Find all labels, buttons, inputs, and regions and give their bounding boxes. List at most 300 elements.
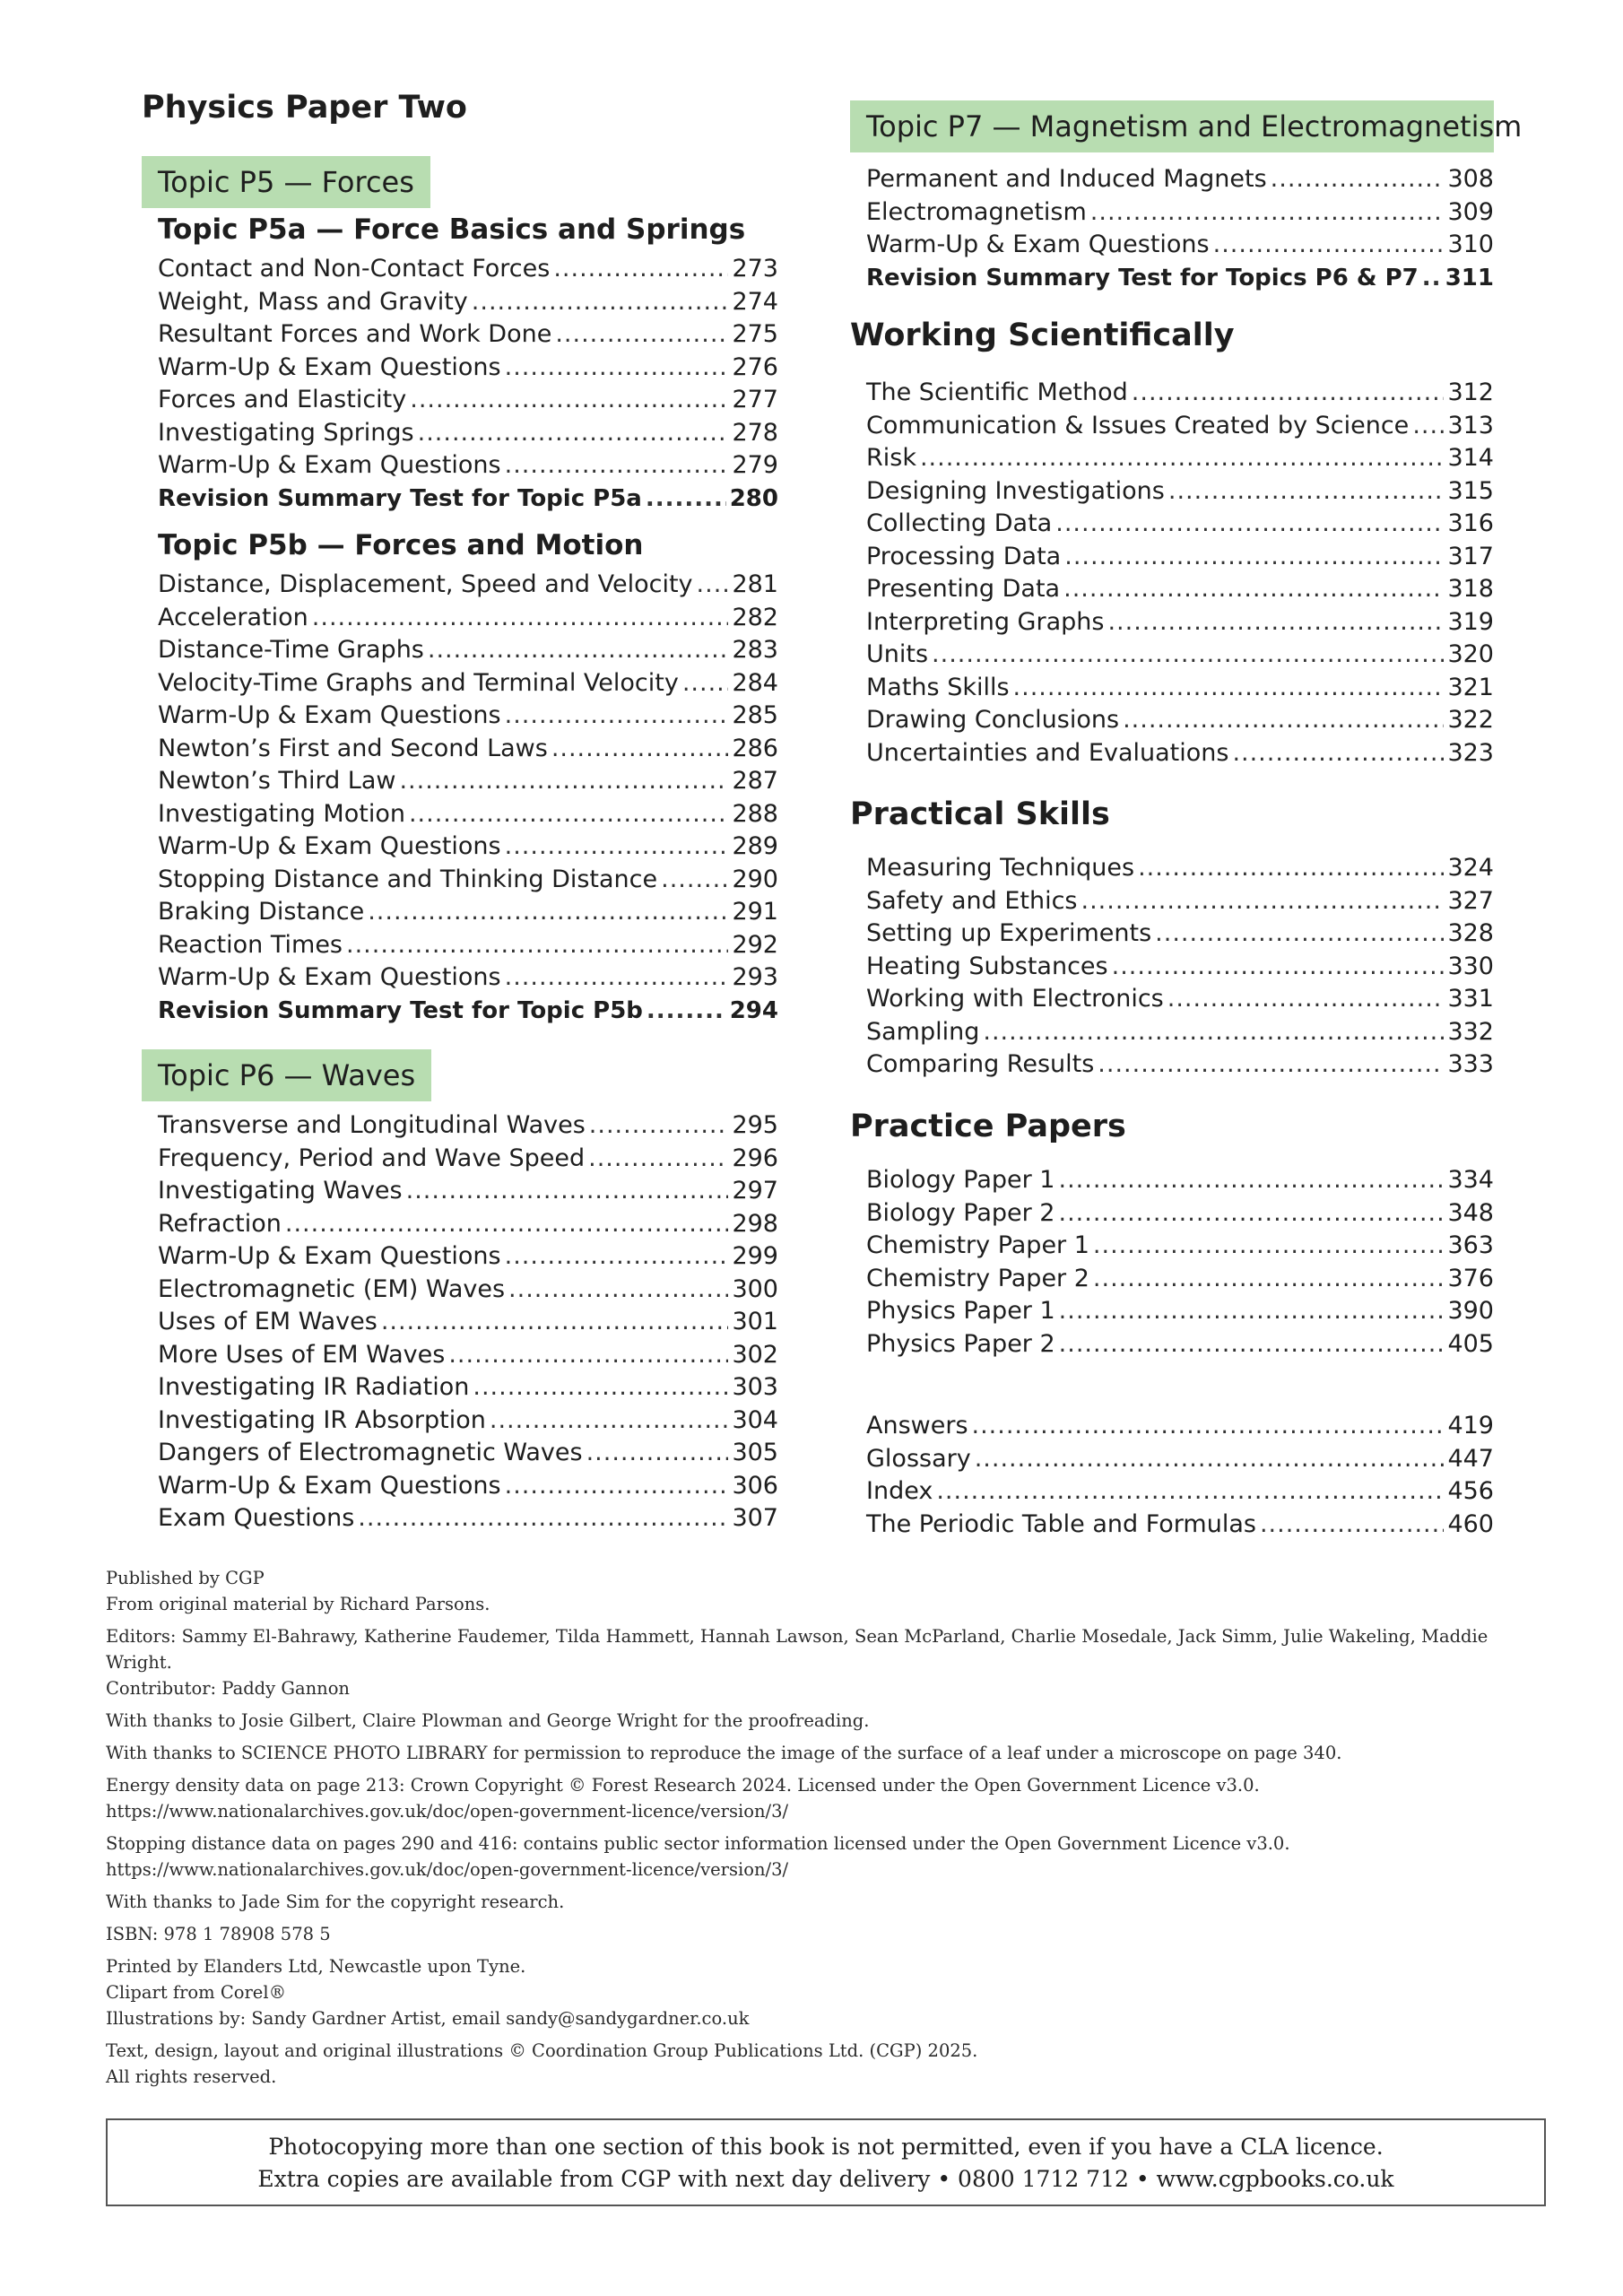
toc-entry xyxy=(158,1405,778,1438)
toc-dot-leader xyxy=(381,1306,729,1339)
toc-entry-title: Distance, Displacement, Speed and Velocity xyxy=(158,570,693,598)
toc-entry-page: 283 xyxy=(732,636,778,664)
toc-dot-leader xyxy=(1093,1263,1445,1296)
toc-entry-title: Uncertainties and Evaluations xyxy=(866,738,1229,767)
toc-entry-title: Warm-Up & Exam Questions xyxy=(158,963,501,991)
toc-entry-page: 331 xyxy=(1447,985,1494,1013)
toc-dot-leader xyxy=(588,1143,728,1176)
toc-dot-leader xyxy=(1271,163,1445,196)
toc-dot-leader xyxy=(490,1405,729,1438)
toc-entry xyxy=(158,765,778,798)
toc-dot-leader xyxy=(932,639,1444,672)
toc-entry-title: Drawing Conclusions xyxy=(866,706,1120,734)
credit-energy-url: https://www.nationalarchives.gov.uk/doc/open-government-licence/version/3/ xyxy=(106,1801,789,1822)
toc-entry-title: Chemistry Paper 2 xyxy=(866,1264,1089,1292)
toc-entry-title: Electromagnetic (EM) Waves xyxy=(158,1274,506,1303)
toc-entry-title: Warm-Up & Exam Questions xyxy=(158,352,501,381)
toc-entry xyxy=(866,737,1494,770)
toc-dot-leader xyxy=(418,417,729,450)
toc-entry-title: Warm-Up & Exam Questions xyxy=(158,701,501,729)
toc-entry xyxy=(866,262,1494,295)
toc-entry xyxy=(158,1208,778,1241)
toc-entry xyxy=(866,229,1494,262)
toc-entry-title: Comparing Results xyxy=(866,1050,1095,1078)
toc-dot-leader xyxy=(589,1109,729,1143)
toc-entry xyxy=(866,410,1494,443)
toc-entry xyxy=(158,417,778,450)
toc-entry-title: Forces and Elasticity xyxy=(158,386,407,413)
toc-entry-title: More Uses of EM Waves xyxy=(158,1340,446,1369)
toc-entry-title: Investigating IR Radiation xyxy=(158,1373,470,1401)
toc-dot-leader xyxy=(682,667,729,700)
toc-entry-page: 274 xyxy=(732,287,778,316)
toc-entry-page: 297 xyxy=(732,1177,778,1205)
toc-entry xyxy=(866,852,1494,885)
toc-entry-title: Newton’s Third Law xyxy=(158,767,396,795)
toc-entry-title: Electromagnetism xyxy=(866,197,1087,226)
toc-entry-title: Transverse and Longitudinal Waves xyxy=(158,1111,586,1139)
toc-entry xyxy=(866,1164,1494,1197)
toc-entry-title: Presenting Data xyxy=(866,575,1061,603)
toc-dot-leader xyxy=(1213,229,1445,262)
toc-entry-page: 289 xyxy=(732,832,778,860)
toc-dot-leader xyxy=(646,483,726,516)
toc-entry-page: 321 xyxy=(1447,673,1494,701)
toc-entry-page: 317 xyxy=(1447,542,1494,570)
toc-entry xyxy=(158,700,778,733)
toc-entry-page: 306 xyxy=(732,1471,778,1500)
toc-entry-title: Safety and Ethics xyxy=(866,886,1078,915)
toc-dot-leader xyxy=(647,995,726,1028)
toc-entry-title: Glossary xyxy=(866,1444,971,1473)
toc-entry-title: Frequency, Period and Wave Speed xyxy=(158,1144,586,1172)
credit-editors: Editors: Sammy El-Bahrawy, Katherine Faudemer, Tilda Hammett, Hannah Lawson, Sean McParland, Charlie Mosedale, Jack Simm, Julie Wakeling, Maddie Wright. xyxy=(106,1626,1488,1673)
toc-entry xyxy=(158,634,778,667)
credit-science-photo-library: With thanks to SCIENCE PHOTO LIBRARY for permission to reproduce the image of the surface of a leaf under a microscope on page 340. xyxy=(106,1743,1342,1763)
toc-entry-title: Permanent and Induced Magnets xyxy=(866,165,1267,193)
toc-entry-page: 287 xyxy=(732,767,778,795)
toc-entry-title: Dangers of Electromagnetic Waves xyxy=(158,1439,583,1466)
toc-entry-page: 301 xyxy=(732,1308,778,1335)
toc-entry-page: 307 xyxy=(732,1504,778,1532)
toc-entry xyxy=(158,667,778,700)
toc-entry xyxy=(158,1339,778,1372)
toc-entry-page: 327 xyxy=(1447,886,1494,915)
toc-dot-leader xyxy=(399,765,728,798)
toc-entry-title: Biology Paper 1 xyxy=(866,1166,1055,1194)
toc-dot-leader xyxy=(1063,573,1444,606)
toc-entry-title: Stopping Distance and Thinking Distance xyxy=(158,865,658,893)
toc-entry-page: 333 xyxy=(1447,1050,1494,1078)
credit-printed: Printed by Elanders Ltd, Newcastle upon Tyne. xyxy=(106,1956,526,1977)
toc-entry-page: 318 xyxy=(1447,575,1494,603)
toc-dot-leader xyxy=(473,1371,728,1405)
toc-entry-title: Exam Questions xyxy=(158,1504,355,1532)
toc-list-working-scientifically xyxy=(866,377,1494,770)
toc-entry xyxy=(866,196,1494,230)
toc-entry-title: Weight, Mass and Gravity xyxy=(158,287,468,316)
toc-entry-page: 304 xyxy=(732,1405,778,1434)
toc-entry-title: Index xyxy=(866,1477,933,1505)
toc-dot-leader xyxy=(1155,918,1444,951)
toc-entry-title: Revision Summary Test for Topic P5b xyxy=(158,996,643,1024)
toc-entry xyxy=(158,1274,778,1307)
toc-entry-title: Acceleration xyxy=(158,603,308,631)
toc-entry-title: Working with Electronics xyxy=(866,985,1164,1013)
toc-list-back-matter xyxy=(866,1410,1494,1541)
toc-entry-title: Units xyxy=(866,640,929,668)
toc-entry-title: Designing Investigations xyxy=(866,476,1165,505)
toc-entry-page: 319 xyxy=(1447,607,1494,636)
toc-dot-leader xyxy=(1013,672,1445,705)
toc-dot-leader xyxy=(428,634,729,667)
toc-entry-page: 363 xyxy=(1447,1231,1494,1259)
toc-entry xyxy=(158,961,778,995)
toc-entry-page: 280 xyxy=(729,484,778,512)
toc-entry-title: Sampling xyxy=(866,1017,980,1046)
toc-entry-title: Reaction Times xyxy=(158,930,343,959)
toc-dot-leader xyxy=(983,1016,1444,1049)
toc-entry xyxy=(158,896,778,929)
toc-entry xyxy=(866,951,1494,984)
toc-dot-leader xyxy=(410,384,728,417)
toc-entry xyxy=(158,1143,778,1176)
toc-entry xyxy=(866,377,1494,410)
toc-entry-title: Warm-Up & Exam Questions xyxy=(158,832,501,860)
toc-entry xyxy=(866,1048,1494,1082)
toc-entry xyxy=(158,798,778,831)
toc-entry xyxy=(866,672,1494,705)
toc-entry-page: 298 xyxy=(732,1209,778,1238)
toc-entry-page: 292 xyxy=(732,930,778,959)
toc-dot-leader xyxy=(505,961,729,995)
toc-entry-page: 302 xyxy=(732,1340,778,1369)
toc-entry-page: 314 xyxy=(1447,444,1494,472)
toc-entry-page: 312 xyxy=(1447,378,1494,406)
toc-entry-page: 282 xyxy=(732,603,778,631)
toc-dot-leader xyxy=(1059,1164,1445,1197)
toc-entry-title: Collecting Data xyxy=(866,509,1053,537)
toc-entry-page: 273 xyxy=(732,255,778,283)
toc-entry-page: 390 xyxy=(1447,1297,1494,1325)
toc-entry-title: The Periodic Table and Formulas xyxy=(866,1509,1256,1538)
toc-entry xyxy=(866,442,1494,475)
topic-p7-band: Topic P7 — Magnetism and Electromagnetism xyxy=(850,100,1494,152)
toc-entry-page: 294 xyxy=(729,996,778,1024)
toc-entry-page: 288 xyxy=(732,799,778,828)
toc-dot-leader xyxy=(1098,1048,1444,1082)
toc-dot-leader xyxy=(1168,475,1445,509)
toc-entry-title: Answers xyxy=(866,1412,968,1439)
toc-entry-title: The Scientific Method xyxy=(866,378,1128,406)
toc-entry-title: Investigating Waves xyxy=(158,1177,403,1205)
toc-dot-leader xyxy=(285,1208,729,1241)
toc-entry xyxy=(866,983,1494,1016)
toc-entry-title: Refraction xyxy=(158,1209,282,1238)
toc-dot-leader xyxy=(1059,1328,1445,1361)
working-scientifically-heading: Working Scientifically xyxy=(850,317,1235,353)
toc-entry-page: 334 xyxy=(1447,1166,1494,1194)
toc-entry-page: 291 xyxy=(732,898,778,926)
toc-entry xyxy=(158,1175,778,1208)
toc-entry xyxy=(866,1230,1494,1263)
toc-dot-leader xyxy=(409,798,728,831)
toc-entry-page: 279 xyxy=(732,451,778,479)
toc-entry xyxy=(158,384,778,417)
toc-entry xyxy=(158,1502,778,1535)
toc-list-p5b xyxy=(158,569,778,1027)
toc-dot-leader xyxy=(972,1410,1445,1443)
toc-dot-leader xyxy=(697,569,729,602)
toc-dot-leader xyxy=(312,602,729,635)
toc-entry-title: Warm-Up & Exam Questions xyxy=(158,1471,501,1500)
notice-line-2: Extra copies are available from CGP with next day delivery • 0800 1712 712 • www.cgpbooks.co.uk xyxy=(257,2166,1394,2192)
toc-dot-leader xyxy=(1059,1197,1445,1231)
toc-entry-title: Chemistry Paper 1 xyxy=(866,1231,1089,1259)
toc-dot-leader xyxy=(555,318,728,352)
toc-entry-title: Resultant Forces and Work Done xyxy=(158,320,552,348)
toc-dot-leader xyxy=(472,286,729,319)
toc-entry-page: 330 xyxy=(1447,952,1494,980)
toc-entry-title: Warm-Up & Exam Questions xyxy=(158,451,501,479)
toc-entry xyxy=(158,995,778,1028)
toc-entry xyxy=(866,606,1494,639)
toc-entry-page: 460 xyxy=(1447,1509,1494,1538)
topic-p5b-heading: Topic P5b — Forces and Motion xyxy=(158,529,644,561)
toc-entry xyxy=(866,541,1494,574)
toc-dot-leader xyxy=(505,700,729,733)
toc-dot-leader xyxy=(920,442,1444,475)
toc-entry-page: 332 xyxy=(1447,1017,1494,1046)
toc-dot-leader xyxy=(505,449,729,483)
toc-entry xyxy=(158,602,778,635)
toc-entry xyxy=(866,1410,1494,1443)
toc-dot-leader xyxy=(1093,1230,1445,1263)
toc-entry-page: 311 xyxy=(1445,264,1494,291)
toc-dot-leader xyxy=(1260,1509,1445,1542)
toc-dot-leader xyxy=(1112,951,1445,984)
toc-entry-page: 315 xyxy=(1447,476,1494,505)
page-title: Physics Paper Two xyxy=(142,90,467,126)
toc-entry-page: 456 xyxy=(1447,1477,1494,1505)
toc-entry-page: 376 xyxy=(1447,1264,1494,1292)
toc-entry xyxy=(158,1240,778,1274)
toc-dot-leader xyxy=(1059,1295,1445,1328)
toc-dot-leader xyxy=(1422,262,1442,295)
practice-papers-heading: Practice Papers xyxy=(850,1109,1126,1144)
credit-rights: All rights reserved. xyxy=(106,2066,277,2087)
topic-p5a-heading: Topic P5a — Force Basics and Springs xyxy=(158,213,746,246)
toc-entry-page: 295 xyxy=(732,1111,778,1139)
toc-entry-title: Revision Summary Test for Topics P6 & P7 xyxy=(866,264,1419,291)
toc-entry xyxy=(866,885,1494,918)
credit-clipart: Clipart from Corel® xyxy=(106,1982,287,2003)
toc-entry-title: Braking Distance xyxy=(158,898,365,926)
topic-p5-band: Topic P5 — Forces xyxy=(142,156,430,208)
toc-entry-page: 328 xyxy=(1447,919,1494,947)
toc-entry xyxy=(158,733,778,766)
toc-entry-page: 303 xyxy=(732,1373,778,1401)
toc-dot-leader xyxy=(551,733,729,766)
toc-entry xyxy=(158,449,778,483)
photocopy-notice xyxy=(106,2118,1546,2206)
toc-dot-leader xyxy=(1232,737,1444,770)
toc-entry xyxy=(866,1509,1494,1542)
toc-entry-page: 290 xyxy=(732,865,778,893)
toc-entry-page: 278 xyxy=(732,418,778,447)
toc-entry-page: 313 xyxy=(1447,411,1494,439)
toc-entry-title: Physics Paper 1 xyxy=(866,1297,1055,1325)
toc-entry-title: Warm-Up & Exam Questions xyxy=(866,230,1210,258)
toc-entry xyxy=(158,253,778,286)
toc-entry xyxy=(866,508,1494,541)
toc-entry xyxy=(866,704,1494,737)
toc-entry-page: 308 xyxy=(1447,165,1494,193)
toc-entry-title: Communication & Issues Created by Science xyxy=(866,411,1410,439)
toc-entry xyxy=(158,286,778,319)
toc-dot-leader xyxy=(508,1274,728,1307)
toc-list-practical-skills xyxy=(866,852,1494,1082)
toc-entry xyxy=(158,1470,778,1503)
toc-entry xyxy=(158,1437,778,1470)
credit-contributor: Contributor: Paddy Gannon xyxy=(106,1678,350,1699)
toc-entry-page: 285 xyxy=(732,701,778,729)
toc-entry-title: Processing Data xyxy=(866,542,1062,570)
toc-list-p5a xyxy=(158,253,778,515)
toc-entry xyxy=(158,929,778,962)
toc-dot-leader xyxy=(358,1502,728,1535)
toc-entry-page: 309 xyxy=(1447,197,1494,226)
toc-entry xyxy=(158,864,778,897)
toc-entry xyxy=(866,1443,1494,1476)
toc-entry-title: Uses of EM Waves xyxy=(158,1308,378,1335)
toc-dot-leader xyxy=(346,929,728,962)
toc-entry-title: Risk xyxy=(866,444,916,472)
toc-entry xyxy=(158,569,778,602)
toc-entry-page: 284 xyxy=(732,668,778,697)
credit-copyright-research: With thanks to Jade Sim for the copyright research. xyxy=(106,1892,565,1912)
toc-dot-leader xyxy=(505,352,729,385)
toc-dot-leader xyxy=(505,1470,729,1503)
toc-entry xyxy=(866,163,1494,196)
toc-entry xyxy=(866,639,1494,672)
toc-entry-title: Velocity-Time Graphs and Terminal Velocity xyxy=(158,668,679,697)
toc-entry-title: Investigating Motion xyxy=(158,799,405,828)
toc-list-p6 xyxy=(158,1109,778,1535)
toc-entry xyxy=(866,1197,1494,1231)
toc-dot-leader xyxy=(1081,885,1445,918)
toc-entry-page: 286 xyxy=(732,734,778,762)
toc-entry-title: Physics Paper 2 xyxy=(866,1329,1055,1358)
credit-original: From original material by Richard Parsons. xyxy=(106,1594,490,1614)
toc-entry-page: 348 xyxy=(1447,1198,1494,1227)
toc-entry-title: Setting up Experiments xyxy=(866,919,1152,947)
toc-entry-page: 276 xyxy=(732,352,778,381)
credit-proofreading: With thanks to Josie Gilbert, Claire Plowman and George Wright for the proofreading. xyxy=(106,1710,870,1731)
toc-entry-title: Warm-Up & Exam Questions xyxy=(158,1242,501,1270)
toc-entry-page: 323 xyxy=(1447,738,1494,767)
credit-illustrations: Illustrations by: Sandy Gardner Artist, email sandy@sandygardner.co.uk xyxy=(106,2008,750,2029)
toc-entry-title: Revision Summary Test for Topic P5a xyxy=(158,484,642,512)
credit-published: Published by CGP xyxy=(106,1568,265,1588)
publishing-credits xyxy=(106,1565,1541,2090)
toc-entry xyxy=(866,1475,1494,1509)
toc-entry-title: Investigating Springs xyxy=(158,418,414,447)
toc-entry-page: 299 xyxy=(732,1242,778,1270)
toc-dot-leader xyxy=(975,1443,1445,1476)
credit-stopping-url: https://www.nationalarchives.gov.uk/doc/open-government-licence/version/3/ xyxy=(106,1859,789,1880)
toc-dot-leader xyxy=(1412,410,1444,443)
toc-dot-leader xyxy=(505,831,729,864)
toc-entry xyxy=(158,1371,778,1405)
toc-entry xyxy=(158,318,778,352)
toc-entry xyxy=(158,1306,778,1339)
toc-entry-page: 300 xyxy=(732,1274,778,1303)
toc-entry-page: 305 xyxy=(732,1439,778,1466)
toc-entry-page: 322 xyxy=(1447,706,1494,734)
toc-dot-leader xyxy=(586,1437,729,1470)
toc-dot-leader xyxy=(368,896,728,929)
toc-entry-title: Interpreting Graphs xyxy=(866,607,1105,636)
toc-dot-leader xyxy=(448,1339,728,1372)
credit-energy-density: Energy density data on page 213: Crown Copyright © Forest Research 2024. Licensed under the Open Government Licence v3.0. xyxy=(106,1775,1260,1796)
toc-entry-page: 277 xyxy=(732,386,778,413)
toc-entry-page: 405 xyxy=(1447,1329,1494,1358)
toc-entry-page: 316 xyxy=(1447,509,1494,537)
toc-entry xyxy=(158,1109,778,1143)
toc-dot-leader xyxy=(1123,704,1444,737)
toc-entry-page: 296 xyxy=(732,1144,778,1172)
toc-entry xyxy=(158,483,778,516)
toc-entry-page: 310 xyxy=(1447,230,1494,258)
toc-entry-page: 275 xyxy=(732,320,778,348)
toc-dot-leader xyxy=(1055,508,1444,541)
credit-text-copyright: Text, design, layout and original illustrations © Coordination Group Publications Ltd. (CGP) 2025. xyxy=(106,2040,978,2061)
toc-dot-leader xyxy=(1132,377,1445,410)
toc-dot-leader xyxy=(1090,196,1445,230)
practical-skills-heading: Practical Skills xyxy=(850,796,1110,832)
toc-dot-leader xyxy=(1138,852,1444,885)
toc-entry-page: 320 xyxy=(1447,640,1494,668)
credit-isbn: ISBN: 978 1 78908 578 5 xyxy=(106,1924,331,1944)
toc-list-p7 xyxy=(866,163,1494,294)
toc-entry xyxy=(866,573,1494,606)
notice-line-1: Photocopying more than one section of this book is not permitted, even if you have a CLA licence. xyxy=(268,2134,1384,2160)
toc-entry xyxy=(866,1016,1494,1049)
toc-entry-title: Measuring Techniques xyxy=(866,854,1135,882)
toc-entry-title: Contact and Non-Contact Forces xyxy=(158,255,551,283)
toc-dot-leader xyxy=(1064,541,1444,574)
topic-p6-band: Topic P6 — Waves xyxy=(142,1049,431,1101)
toc-entry-page: 281 xyxy=(732,570,778,598)
toc-entry xyxy=(158,352,778,385)
toc-entry-page: 293 xyxy=(732,963,778,991)
toc-entry-title: Newton’s First and Second Laws xyxy=(158,734,548,762)
toc-list-practice-papers xyxy=(866,1164,1494,1361)
toc-entry-title: Investigating IR Absorption xyxy=(158,1405,486,1434)
toc-entry xyxy=(866,1263,1494,1296)
toc-entry-title: Biology Paper 2 xyxy=(866,1198,1055,1227)
toc-entry-title: Maths Skills xyxy=(866,673,1010,701)
toc-entry xyxy=(866,475,1494,509)
toc-dot-leader xyxy=(505,1240,729,1274)
toc-entry-page: 324 xyxy=(1447,854,1494,882)
toc-entry-title: Distance-Time Graphs xyxy=(158,636,424,664)
toc-entry-page: 419 xyxy=(1447,1412,1494,1439)
toc-dot-leader xyxy=(1107,606,1444,639)
toc-dot-leader xyxy=(406,1175,729,1208)
toc-dot-leader xyxy=(661,864,728,897)
